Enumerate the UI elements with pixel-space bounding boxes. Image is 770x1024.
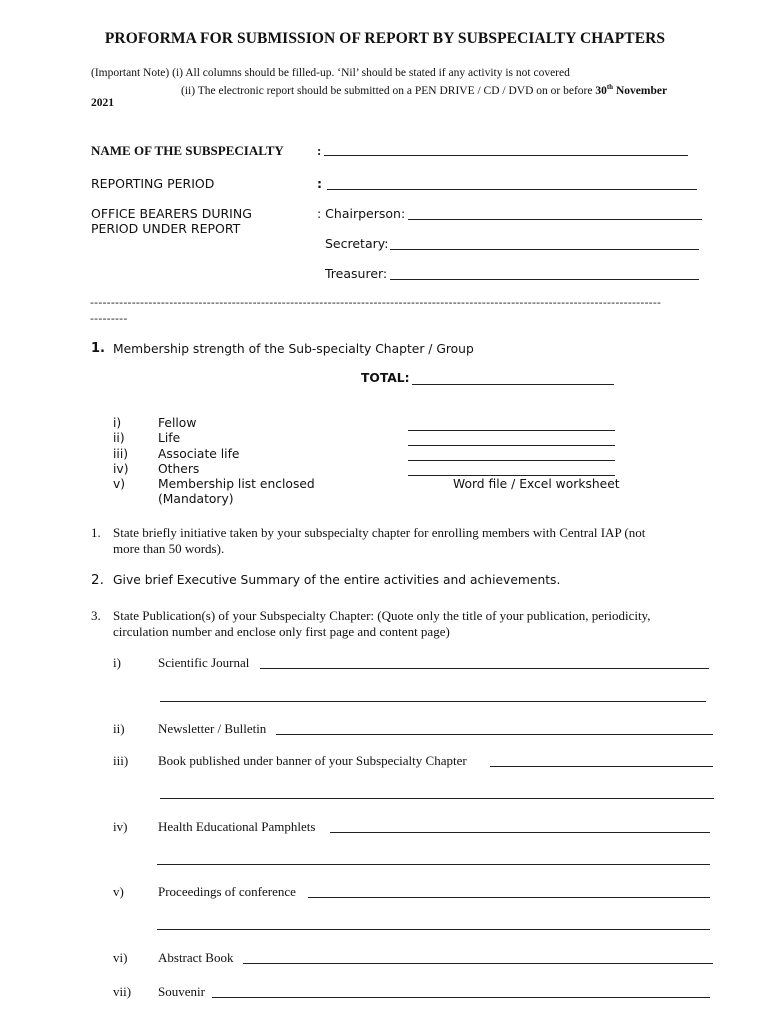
- associate-life-input-line[interactable]: [408, 460, 615, 461]
- pub-roman-4: iv): [113, 819, 128, 834]
- office-bearers-label-1: OFFICE BEARERS DURING: [91, 206, 252, 221]
- subspecialty-colon: :: [317, 143, 322, 158]
- enroll-text-2: more than 50 words).: [113, 541, 225, 556]
- pub-roman-7: vii): [113, 984, 132, 999]
- member-label-others: Others: [158, 462, 200, 476]
- enroll-number: 1.: [91, 525, 101, 540]
- note-date-month: November: [615, 84, 668, 97]
- pub-label-newsletter: Newsletter / Bulletin: [158, 721, 267, 736]
- pamphlets-input-line-2[interactable]: [157, 864, 710, 865]
- member-label-life: Life: [158, 431, 181, 445]
- subspecialty-input-line[interactable]: [324, 155, 688, 156]
- section-2-text: Give brief Executive Summary of the entire activities and achievements.: [113, 573, 561, 587]
- secretary-label: Secretary:: [325, 236, 389, 251]
- member-roman-4: iv): [113, 462, 129, 476]
- section-1-number: 1.: [91, 341, 105, 356]
- dashed-separator-1: -----------------------------------------------------------------------------------------------------------------------------------------: [90, 296, 662, 309]
- pub-roman-1: i): [113, 655, 121, 670]
- pamphlets-input-line[interactable]: [330, 832, 710, 833]
- subspecialty-label: NAME OF THE SUBSPECIALTY: [91, 143, 284, 158]
- fellow-input-line[interactable]: [408, 430, 615, 431]
- note-date-sup: th: [606, 83, 614, 91]
- page-title: PROFORMA FOR SUBMISSION OF REPORT BY SUBSPECIALTY CHAPTERS: [104, 30, 666, 47]
- section-3-text-2: circulation number and enclose only first page and content page): [113, 624, 450, 639]
- note-date-day: 30: [595, 84, 607, 97]
- note-item-2: (ii) The electronic report should be submitted on a PEN DRIVE / CD / DVD on or before: [181, 84, 593, 97]
- pub-roman-3: iii): [113, 753, 129, 768]
- office-bearers-label-2: PERIOD UNDER REPORT: [91, 221, 241, 236]
- treasurer-label: Treasurer:: [325, 266, 388, 281]
- proceedings-input-line[interactable]: [308, 897, 710, 898]
- member-roman-2: ii): [113, 431, 125, 445]
- total-label: TOTAL:: [361, 371, 410, 385]
- member-label-associate-life: Associate life: [158, 447, 240, 461]
- book-input-line[interactable]: [490, 766, 713, 767]
- pub-label-proceedings: Proceedings of conference: [158, 884, 296, 899]
- scientific-journal-input-line[interactable]: [260, 668, 709, 669]
- chairperson-label: : Chairperson:: [317, 206, 406, 221]
- member-label-membership-list: Membership list enclosed: [158, 477, 315, 491]
- secretary-input-line[interactable]: [390, 249, 699, 250]
- dashed-separator-2: ---------: [90, 312, 128, 325]
- pub-roman-5: v): [113, 884, 124, 899]
- souvenir-input-line[interactable]: [212, 997, 710, 998]
- pub-label-souvenir: Souvenir: [158, 984, 205, 999]
- abstract-book-input-line[interactable]: [243, 963, 713, 964]
- note-date-year: 2021: [91, 97, 114, 109]
- section-3-number: 3.: [91, 608, 101, 623]
- proceedings-input-line-2[interactable]: [157, 929, 710, 930]
- section-1-heading: Membership strength of the Sub-specialty Chapter / Group: [113, 342, 474, 356]
- life-input-line[interactable]: [408, 445, 615, 446]
- pub-label-scientific-journal: Scientific Journal: [158, 655, 250, 670]
- note-prefix: (Important Note): [91, 67, 170, 79]
- membership-file-format: Word file / Excel worksheet: [453, 477, 620, 491]
- member-roman-1: i): [113, 416, 122, 430]
- pub-roman-6: vi): [113, 950, 128, 965]
- reporting-period-label: REPORTING PERIOD: [91, 176, 215, 191]
- pub-label-pamphlets: Health Educational Pamphlets: [158, 819, 316, 834]
- total-input-line[interactable]: [412, 384, 614, 385]
- chairperson-input-line[interactable]: [408, 219, 702, 220]
- member-roman-3: iii): [113, 447, 129, 461]
- scientific-journal-input-line-2[interactable]: [160, 701, 706, 702]
- member-label-fellow: Fellow: [158, 416, 197, 430]
- newsletter-input-line[interactable]: [276, 734, 713, 735]
- reporting-period-input-line[interactable]: [327, 189, 697, 190]
- treasurer-input-line[interactable]: [390, 279, 699, 280]
- note-item-1: (i) All columns should be filled-up. ‘Nil’ should be stated if any activity is not covered: [172, 67, 570, 79]
- pub-roman-2: ii): [113, 721, 125, 736]
- enroll-text-1: State briefly initiative taken by your subspecialty chapter for enrolling members with Central IAP (not: [113, 525, 646, 540]
- reporting-period-colon: :: [317, 176, 322, 191]
- member-roman-5: v): [113, 477, 126, 491]
- member-mandatory-note: (Mandatory): [158, 492, 234, 506]
- book-input-line-2[interactable]: [160, 798, 714, 799]
- pub-label-book: Book published under banner of your Subspecialty Chapter: [158, 753, 467, 768]
- section-2-number: 2.: [91, 572, 104, 588]
- important-note-line-1: [91, 67, 570, 79]
- section-3-text-1: State Publication(s) of your Subspecialty Chapter: (Quote only the title of your publication, periodicity,: [113, 608, 651, 623]
- others-input-line[interactable]: [408, 475, 615, 476]
- important-note-line-2: [181, 83, 667, 97]
- pub-label-abstract-book: Abstract Book: [158, 950, 234, 965]
